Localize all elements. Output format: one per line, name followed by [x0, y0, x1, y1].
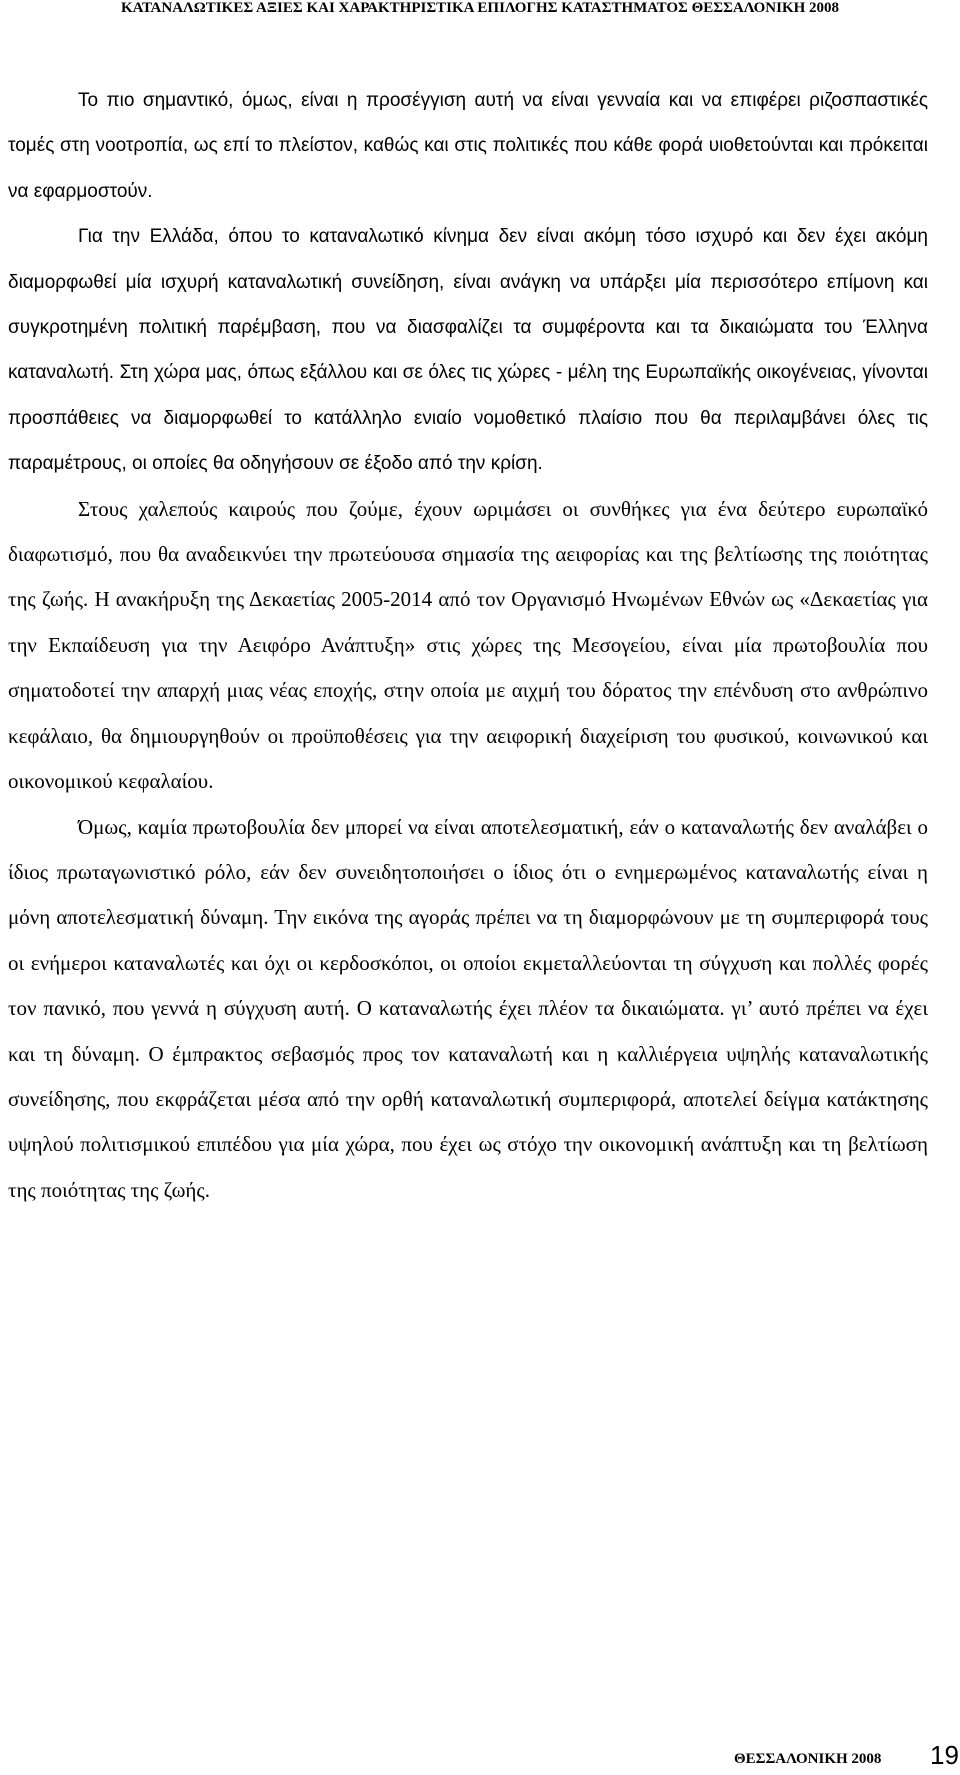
- paragraph-4: Όμως, καμία πρωτοβουλία δεν μπορεί να είναι αποτελεσματική, εάν ο καταναλωτής δεν αναλάβει ο ίδιος πρωταγωνιστικό ρόλο, εάν δεν συνειδητοποιήσει ο ίδιος ότι ο ενημερωμένος καταναλωτής είναι η μόνη αποτελεσματική δύναμη. Την εικόνα της αγοράς πρέπει να τη διαμορφώνουν με τη συμπεριφορά τους οι ενήμεροι καταναλωτές και όχι οι κερδοσκόποι, οι οποίοι εκμεταλλεύονται τη σύγχυση και πολλές φορές τον πανικό, που γεννά η σύγχυση αυτή. Ο καταναλωτής έχει πλέον τα δικαιώματα. γι’ αυτό πρέπει να έχει και τη δύναμη. Ο έμπρακτος σεβασμός προς τον καταναλωτή και η καλλιέργεια υψηλής καταναλωτικής συνείδησης, που εκφράζεται μέσα από την ορθή καταναλωτική συμπεριφορά, αποτελεί δείγμα κατάκτησης υψηλού πολιτισμικού επιπέδου για μία χώρα, που έχει ως στόχο την οικονομική ανάπτυξη και τη βελτίωση της ποιότητας της ζωής.: [8, 814, 928, 1202]
- paragraph-3: [8, 487, 928, 805]
- page-number: 19: [930, 1740, 959, 1770]
- running-header: ΚΑΤΑΝΑΛΩΤΙΚΕΣ ΑΞΙΕΣ ΚΑΙ ΧΑΡΑΚΤΗΡΙΣΤΙΚΑ ΕΠΙΛΟΓΗΣ ΚΑΤΑΣΤΗΜΑΤΟΣ ΘΕΣΣΑΛΟΝΙΚΗ 2008: [120, 0, 840, 16]
- paragraph-1: Το πιο σημαντικό, όμως, είναι η προσέγγιση αυτή να είναι γενναία και να επιφέρει ριζοσπαστικές τομές στη νοοτροπία, ως επί το πλείστον, καθώς και στις πολιτικές που κάθε φορά υιοθετούνται και πρόκειται να εφαρμοστούν.: [8, 90, 928, 202]
- paragraph-3-part-1: Στους χαλεπούς καιρούς που ζούμε, έχουν ωριμάσει οι συνθήκες για ένα δεύτερο ευρωπαϊκό διαφωτισμό, που θα αναδεικνύει την πρωτεύουσα σημασία της αειφορίας και της βελτίωσης της ποιότητας της ζωής.: [8, 496, 928, 612]
- footer-title: ΘΕΣΣΑΛΟΝΙΚΗ 2008: [734, 1751, 882, 1767]
- paragraph-2: Για την Ελλάδα, όπου το καταναλωτικό κίνημα δεν είναι ακόμη τόσο ισχυρό και δεν έχει ακόμη διαμορφωθεί μία ισχυρή καταναλωτική συνείδηση, είναι ανάγκη να υπάρξει μία περισσότερο επίμονη και συγκροτημένη πολιτική παρέμβαση, που να διασφαλίζει τα συμφέροντα και τα δικαιώματα του Έλληνα καταναλωτή. Στη χώρα μας, όπως εξάλλου και σε όλες τις χώρες - μέλη της Ευρωπαϊκής οικογένειας, γίνονται προσπάθειες να διαμορφωθεί το κατάλληλο ενιαίο νομοθετικό πλαίσιο που θα περιλαμβάνει όλες τις παραμέτρους, οι οποίες θα οδηγήσουν σε έξοδο από την κρίση.: [8, 226, 928, 475]
- body-text: [8, 78, 928, 1213]
- paragraph-3-part-2: Η ανακήρυξη της Δεκαετίας 2005-2014 από τον Οργανισμό Ηνωμένων Εθνών ως «Δεκαετίας για την Εκπαίδευση για την Αειφόρο Ανάπτυξη» στις χώρες της Μεσογείου, είναι μία πρωτοβουλία που σηματοδοτεί την απαρχή μιας νέας εποχής, στην οποία με αιχμή του δόρατος την επένδυση στο ανθρώπινο κεφάλαιο, θα δημιουργηθούν οι προϋποθέσεις για την αειφορική διαχείριση του φυσικού, κοινωνικού και οικονομικού κεφαλαίου.: [8, 587, 928, 794]
